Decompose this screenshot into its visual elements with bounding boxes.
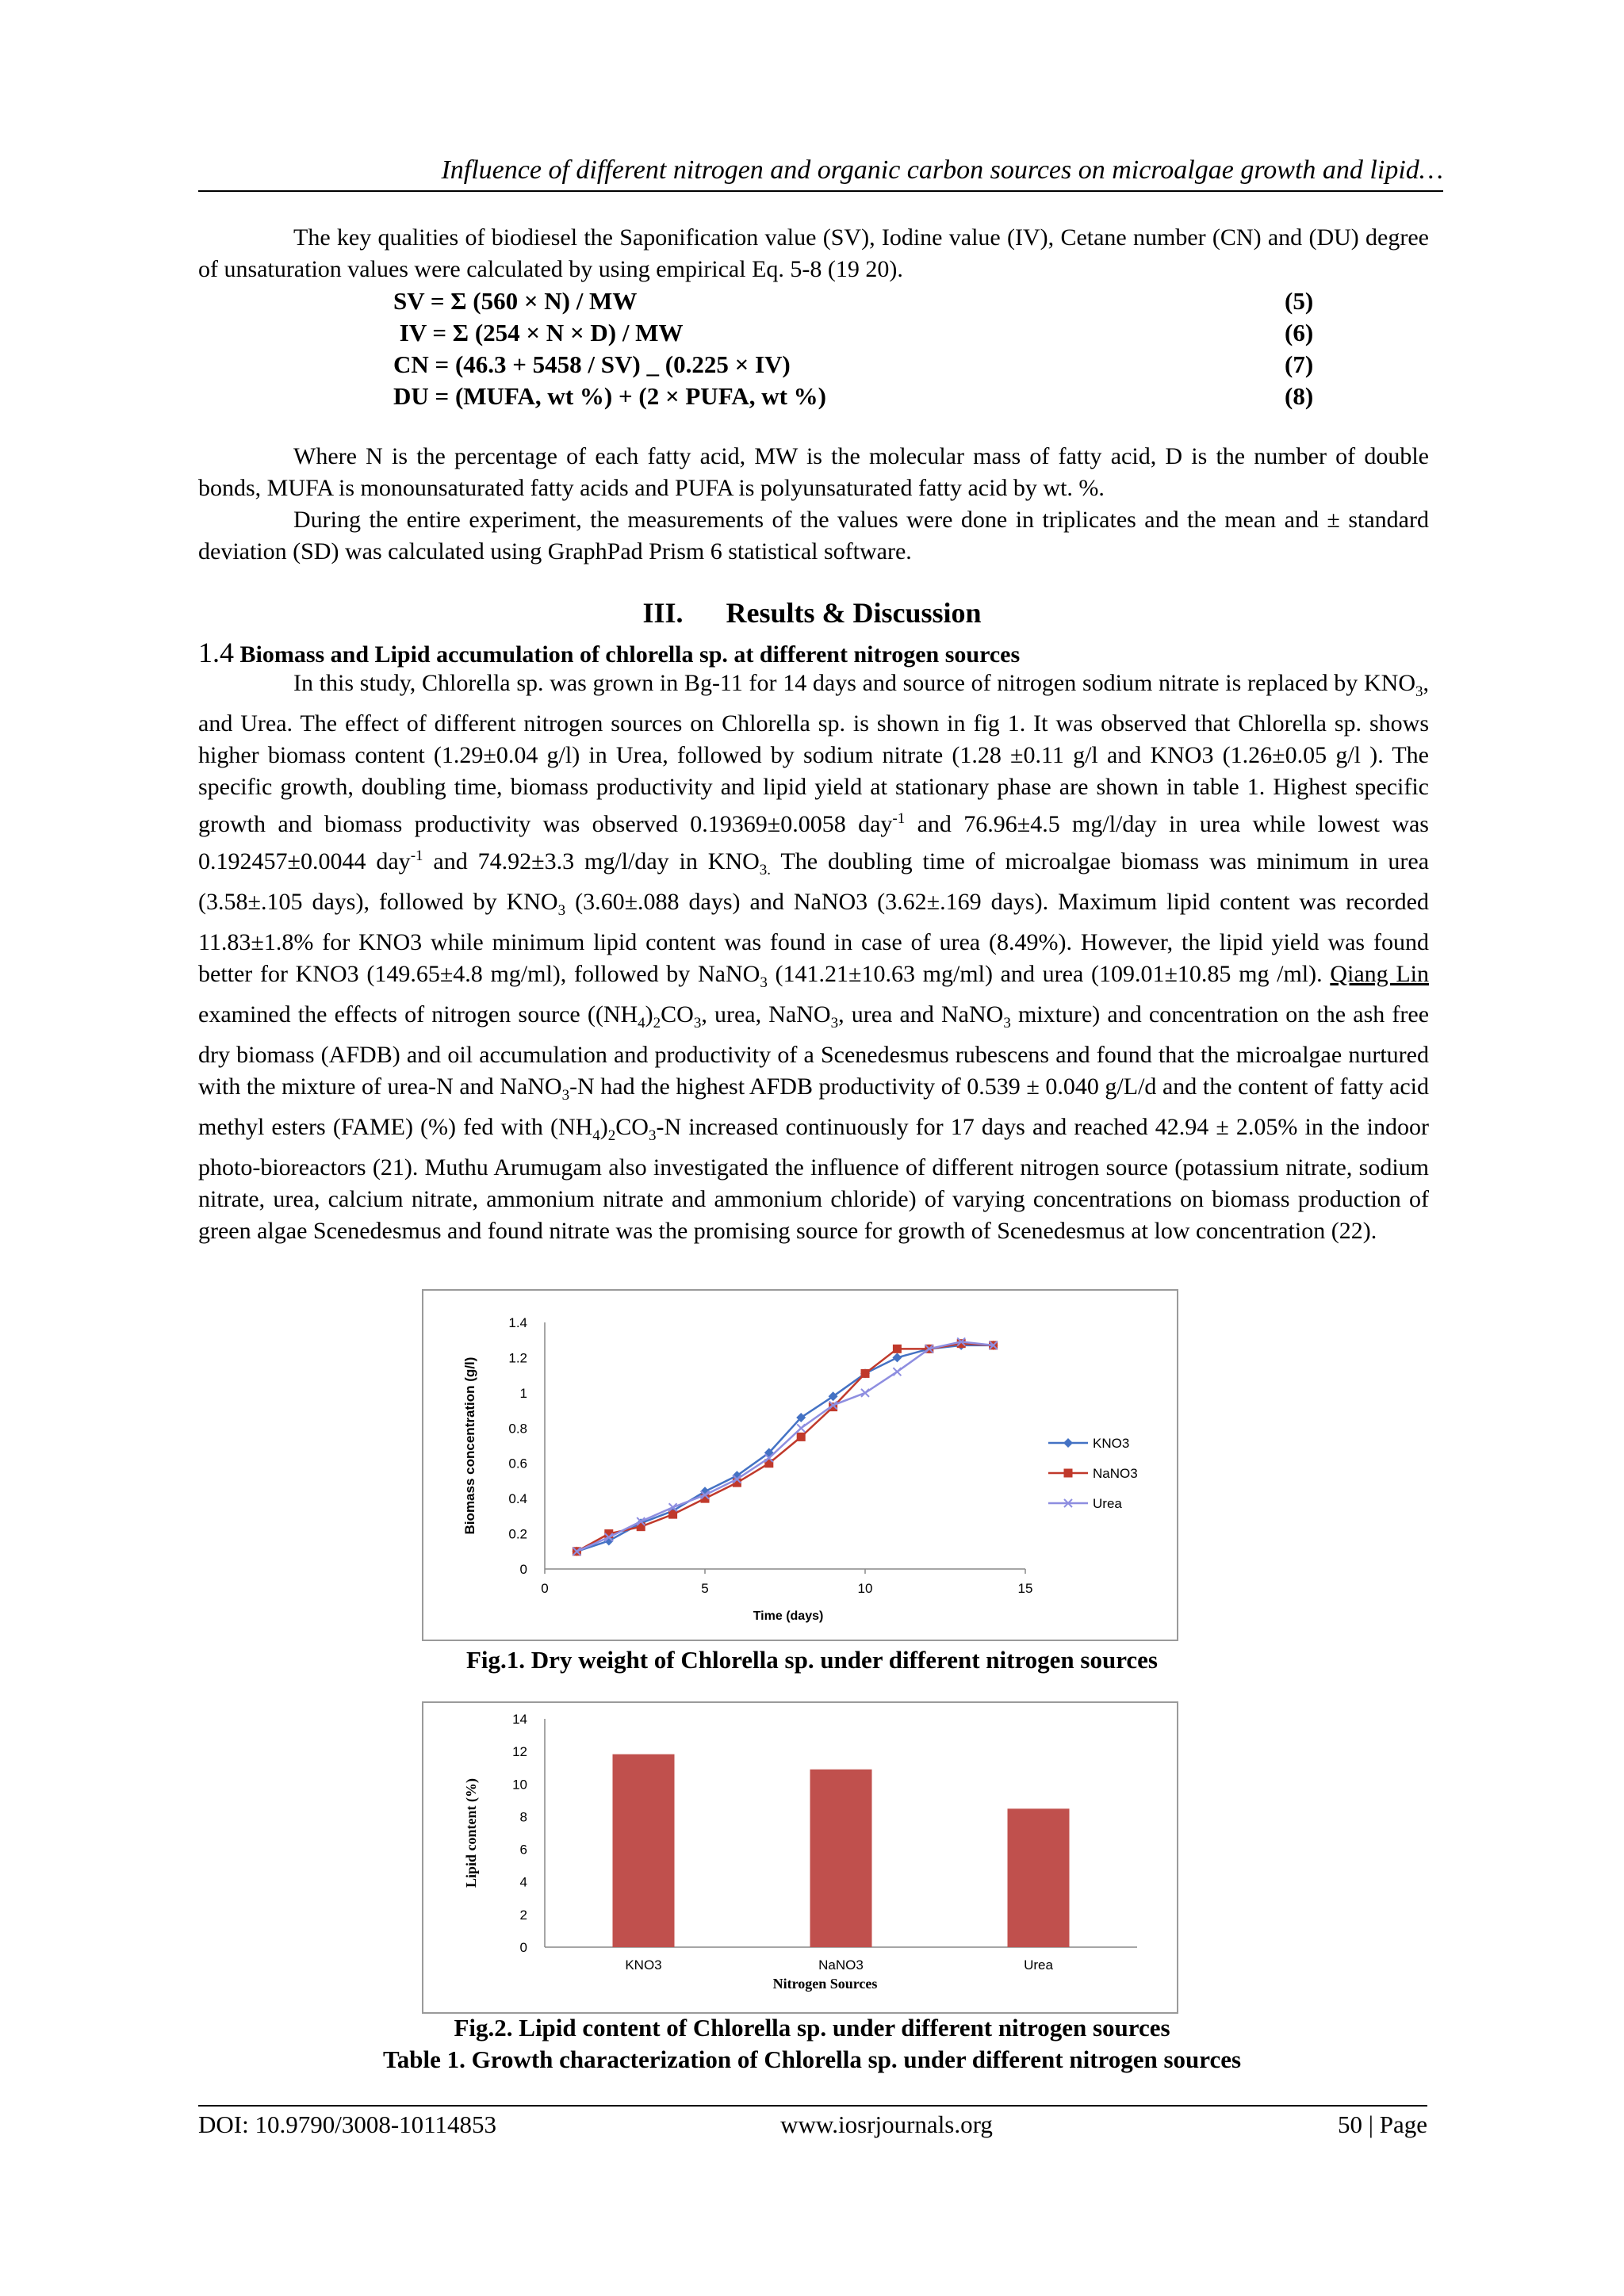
y-tick-label: 8 [519, 1809, 527, 1825]
results-text: , urea, NaNO [701, 1001, 831, 1027]
superscript: -1 [410, 848, 423, 864]
section-heading: III. Results & Discussion [642, 597, 982, 629]
x-tick-label: 15 [1017, 1581, 1033, 1596]
equation-formula: IV = Σ (254 × N × D) / MW [393, 319, 684, 346]
data-point [893, 1345, 902, 1353]
subscript: 3 [561, 1087, 570, 1104]
equation-formula: CN = (46.3 + 5458 / SV) _ (0.225 × IV) [393, 350, 791, 378]
results-paragraph [198, 668, 1429, 1247]
subscript: 3. [759, 862, 772, 878]
y-tick-label: 1 [519, 1385, 527, 1401]
legend-label: KNO3 [1093, 1436, 1130, 1451]
equation-row [0, 317, 1624, 349]
y-tick-label: 14 [512, 1712, 527, 1727]
subscript: 4 [638, 1015, 645, 1031]
equation-formula: DU = (MUFA, wt %) + (2 × PUFA, wt %) [393, 382, 826, 410]
x-tick-label: KNO3 [625, 1957, 662, 1973]
y-tick-label: 12 [512, 1744, 527, 1760]
intro-paragraph-3 [198, 504, 1429, 568]
subsection-heading [198, 636, 1020, 669]
y-tick-label: 0.6 [508, 1456, 527, 1471]
running-header: Influence of different nitrogen and organic carbon sources on microalgae growth and lipid… [198, 154, 1443, 192]
y-tick-label: 4 [519, 1874, 527, 1890]
legend-marker [1063, 1438, 1073, 1448]
results-text: -N increased continuously for 17 days and reached 42.94 ± 2.05% in the indoor photo-bioreactors (21). Muthu Arumugam also investigated the influence of different nitrogen source (potassium nitrate, sodium nitrate, urea, calcium nitrate, ammonium nitrate and ammonium chloride) of varying concentrations on biomass production of green algae Scenedesmus and found nitrate was the promising source for growth of Scenedesmus at low concentration (22). [198, 1114, 1429, 1244]
y-tick-label: 0 [519, 1562, 527, 1577]
y-tick-label: 0.2 [508, 1526, 527, 1542]
legend-label: Urea [1093, 1496, 1122, 1511]
results-text: CO [661, 1001, 694, 1027]
intro-text-3: During the entire experiment, the measurements of the values were done in triplicates and the mean and ± standard deviation (SD) was calculated using GraphPad Prism 6 statistical software. [198, 507, 1429, 564]
subscript: 3 [760, 974, 768, 991]
x-tick-label: 5 [701, 1581, 709, 1596]
figure-2-frame [422, 1701, 1178, 2014]
data-point [797, 1433, 806, 1441]
superscript: -1 [892, 810, 906, 827]
equation-number: (5) [1285, 287, 1314, 315]
subscript: 4 [592, 1127, 600, 1144]
results-text: ) [645, 1001, 653, 1027]
intro-text-1: The key qualities of biodiesel the Saponification value (SV), Iodine value (IV), Cetane number (CN) and (DU) degree of unsaturation values were calculated by using empirical Eq. 5-8 (19 20). [198, 224, 1429, 282]
data-point [797, 1424, 805, 1432]
data-point [957, 1339, 966, 1348]
table-1-caption: Table 1. Growth characterization of Chlorella sp. under different nitrogen sources [382, 2045, 1242, 2073]
results-text: ) [599, 1114, 608, 1140]
equation-row [0, 349, 1624, 381]
intro-text-2: Where N is the percentage of each fatty acid, MW is the molecular mass of fatty acid, D is the number of double bonds, MUFA is monounsaturated fatty acids and PUFA is polyunsaturated fatty acid by wt. %. [198, 443, 1429, 501]
equation-row [0, 285, 1624, 317]
y-tick-label: 2 [519, 1907, 527, 1923]
equation-number: (8) [1285, 382, 1314, 410]
bar-nano3 [810, 1770, 872, 1947]
y-tick-label: 1.4 [508, 1315, 527, 1330]
results-text: (141.21±10.63 mg/ml) and urea (109.01±10.85 mg /ml). [767, 961, 1331, 987]
subscript: 3 [648, 1127, 657, 1144]
subscript: 3 [1415, 683, 1423, 700]
figure-1-frame [422, 1289, 1178, 1641]
equation-number: (7) [1285, 350, 1314, 378]
y-axis-label: Lipid content (%) [463, 1777, 479, 1888]
x-axis-label: Time (days) [753, 1609, 824, 1623]
bar-kno3 [613, 1755, 675, 1947]
legend-marker [1064, 1469, 1073, 1478]
data-point [861, 1389, 869, 1397]
results-text: , and Urea. The effect of different nitrogen sources on Chlorella sp. is shown in fig 1. It was observed that Chlorella sp. shows higher biomass content (1.29±0.04 g/l) in Urea, followed by sodium nitrate (1.28 ±0.11 g/l and KNO3 (1.26±0.05 g/l ). The specific growth, doubling time, biomass productivity and lipid yield at stationary phase are shown in table 1. Highest specific growth and biomass productivity was observed 0.19369±0.0058 day [198, 670, 1429, 837]
intro-paragraph-2 [198, 441, 1429, 504]
x-axis-label: Nitrogen Sources [772, 1976, 878, 1992]
author-link[interactable]: Qiang Lin [1330, 961, 1429, 987]
equation-row [0, 381, 1624, 412]
y-tick-label: 6 [519, 1842, 527, 1858]
legend-label: NaNO3 [1093, 1466, 1138, 1481]
y-tick-label: 10 [512, 1777, 527, 1793]
data-point [861, 1369, 870, 1378]
biomass-line-chart [423, 1291, 1177, 1640]
y-tick-label: 0.8 [508, 1421, 527, 1437]
results-text: (3.60±.088 days) and NaNO3 (3.62±.169 days). Maximum lipid content was recorded 11.83±1.8% for KNO3 while minimum lipid content was found in case of urea (8.49%). However, the lipid yield was found better for KNO3 (149.65±4.8 mg/ml), followed by NaNO [198, 889, 1429, 987]
y-axis-label: Biomass concentration (g/l) [462, 1357, 477, 1535]
results-text: , urea and NaNO [838, 1001, 1004, 1027]
footer-divider [198, 2105, 1427, 2107]
subscript: 2 [653, 1015, 661, 1031]
y-tick-label: 0.4 [508, 1491, 527, 1507]
results-text: mixture) and concentration on the ash free dry biomass (AFDB) and oil accumulation and productivity of a Scenedesmus rubescens and found that the microalgae nurtured with the mixture of urea-N and NaNO [198, 1001, 1430, 1100]
x-tick-label: NaNO3 [818, 1957, 864, 1973]
y-tick-label: 0 [519, 1940, 527, 1955]
x-tick-label: 0 [541, 1581, 549, 1596]
data-point [892, 1353, 902, 1362]
x-tick-label: 10 [857, 1581, 873, 1596]
figure-2-caption: Fig.2. Lipid content of Chlorella sp. under different nitrogen sources [454, 2014, 1170, 2042]
results-text: The doubling time of microalgae biomass was minimum in urea (3.58±.105 days), followed by KNO [198, 848, 1430, 915]
subscript: 2 [607, 1127, 616, 1144]
results-text: In this study, Chlorella sp. was grown in Bg-11 for 14 days and source of nitrogen sodium nitrate is replaced by KNO [293, 670, 1415, 696]
bar-urea [1008, 1808, 1070, 1947]
footer-page-number: 50 | Page [1338, 2110, 1427, 2138]
data-point [893, 1368, 901, 1376]
subsection-number: 1.4 [198, 637, 234, 668]
lipid-bar-chart [423, 1703, 1177, 2012]
x-tick-label: Urea [1024, 1957, 1053, 1973]
equation-number: (6) [1285, 319, 1314, 346]
results-text: -N had the highest AFDB productivity of 0.539 ± 0.040 g/L/d and the content of fatty acid methyl esters (FAME) (%) fed with (NH [198, 1073, 1429, 1140]
results-text: examined the effects of nitrogen source ((NH [198, 1001, 638, 1027]
figure-1-caption: Fig.1. Dry weight of Chlorella sp. under different nitrogen sources [466, 1646, 1158, 1674]
footer-doi: DOI: 10.9790/3008-10114853 [198, 2110, 496, 2138]
intro-paragraph-1 [198, 222, 1429, 285]
subscript: 3 [830, 1015, 839, 1031]
equation-formula: SV = Σ (560 × N) / MW [393, 287, 638, 315]
results-text: and 74.92±3.3 mg/l/day in KNO [423, 848, 760, 874]
subscript: 3 [1003, 1015, 1011, 1031]
results-text: and 76.96±4.5 mg/l/day in urea while lowest was 0.192457±0.0044 day [198, 811, 1429, 874]
subscript: 3 [557, 902, 566, 919]
y-tick-label: 1.2 [508, 1350, 527, 1366]
footer-site[interactable]: www.iosrjournals.org [780, 2110, 993, 2138]
subscript: 3 [693, 1015, 702, 1031]
subsection-title: Biomass and Lipid accumulation of chlorella sp. at different nitrogen sources [239, 641, 1021, 668]
results-text: CO [615, 1114, 649, 1140]
